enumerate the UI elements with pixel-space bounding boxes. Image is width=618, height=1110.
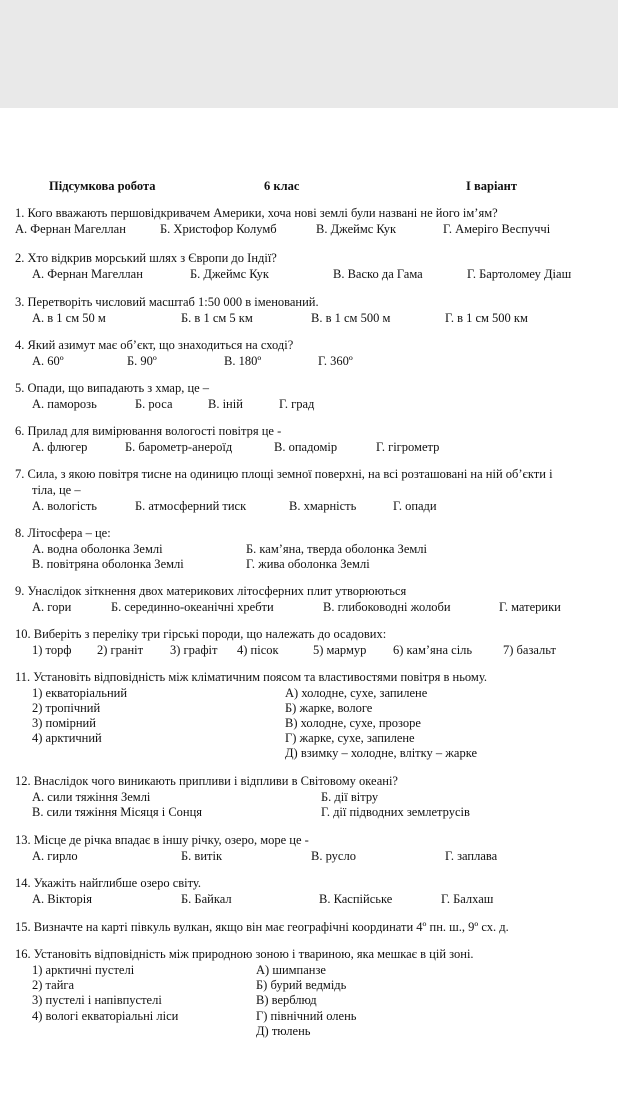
q3-option-c: В. в 1 см 500 м (311, 311, 391, 325)
question-2: 2. Хто відкрив морський шлях з Європи до Індії? (15, 251, 277, 265)
q14-option-d: Г. Балхаш (441, 892, 494, 906)
question-8: 8. Літосфера – це: (15, 526, 111, 540)
q5-option-c: В. іній (208, 397, 243, 411)
q1-option-c: В. Джеймс Кук (316, 222, 397, 236)
q4-option-d: Г. 360º (318, 354, 353, 368)
q16-right-e: Д) тюлень (256, 1024, 311, 1038)
q8-option-a: А. водна оболонка Землі (32, 542, 163, 556)
question-7-continued: тіла, це – (32, 483, 81, 497)
q16-left-3: 3) пустелі і напівпустелі (32, 993, 162, 1007)
question-14: 14. Укажіть найглибше озеро світу. (15, 876, 202, 890)
question-15: 15. Визначте на карті півкуль вулкан, якщо він має географічні координати 4º пн. ш., 9º сх. д. (15, 920, 509, 934)
q1-option-d: Г. Амеріго Веспуччі (443, 222, 551, 236)
q9-option-a: А. гори (32, 600, 72, 614)
q13-option-b: Б. витік (181, 849, 223, 863)
q8-option-b: Б. кам’яна, тверда оболонка Землі (246, 542, 427, 556)
q5-option-d: Г. град (279, 397, 315, 411)
q13-option-d: Г. заплава (445, 849, 498, 863)
q10-option-7: 7) базальт (503, 643, 556, 657)
q11-right-c: В) холодне, сухе, прозоре (285, 716, 421, 730)
question-10: 10. Виберіть з переліку три гірські породи, що належать до осадових: (15, 627, 387, 641)
question-11: 11. Установіть відповідність між кліматичним поясом та властивостями повітря в ньому. (15, 670, 487, 684)
question-9: 9. Унаслідок зіткнення двох материкових літосферних плит утворюються (15, 584, 407, 598)
q6-option-c: В. опадомір (274, 440, 338, 454)
q10-option-2: 2) граніт (97, 643, 144, 657)
q11-right-e: Д) взимку – холодне, влітку – жарке (285, 746, 478, 760)
q7-option-a: А. вологість (32, 499, 97, 513)
q7-option-d: Г. опади (393, 499, 437, 513)
q16-right-d: Г) північний олень (256, 1009, 357, 1023)
q13-option-c: В. русло (311, 849, 356, 863)
q16-left-2: 2) тайга (32, 978, 75, 992)
q5-option-b: Б. роса (135, 397, 173, 411)
q3-option-d: Г. в 1 см 500 км (445, 311, 528, 325)
q11-left-2: 2) тропічний (32, 701, 101, 715)
q1-option-b: Б. Христофор Колумб (160, 222, 277, 236)
q11-left-1: 1) екваторіальний (32, 686, 128, 700)
doc-title: Підсумкова робота (49, 179, 156, 193)
q4-option-b: Б. 90º (127, 354, 157, 368)
q16-right-a: А) шимпанзе (256, 963, 326, 977)
q12-option-d: Г. дії підводних землетрусів (321, 805, 470, 819)
q9-option-d: Г. материки (499, 600, 561, 614)
q11-left-4: 4) арктичний (32, 731, 102, 745)
q16-left-4: 4) вологі екваторіальні ліси (32, 1009, 179, 1023)
q10-option-3: 3) графіт (170, 643, 218, 657)
q14-option-c: В. Каспійське (319, 892, 393, 906)
q7-option-c: В. хмарність (289, 499, 357, 513)
q9-option-c: В. глибоководні жолоби (323, 600, 451, 614)
question-7: 7. Сила, з якою повітря тисне на одиницю площі земної поверхні, на всі розташовані на ній об’єкти і (15, 467, 553, 481)
question-12: 12. Внаслідок чого виникають припливи і відпливи в Світовому океані? (15, 774, 398, 788)
q3-option-b: Б. в 1 см 5 км (181, 311, 253, 325)
q9-option-b: Б. серединно-океанічні хребти (111, 600, 274, 614)
q2-option-d: Г. Бартоломеу Діаш (467, 267, 572, 281)
q2-option-a: А. Фернан Магеллан (32, 267, 143, 281)
q8-option-d: Г. жива оболонка Землі (246, 557, 370, 571)
q16-right-b: Б) бурий ведмідь (256, 978, 347, 992)
q16-right-c: В) верблюд (256, 993, 317, 1007)
q6-option-b: Б. барометр-анероїд (125, 440, 233, 454)
q16-left-1: 1) арктичні пустелі (32, 963, 135, 977)
q8-option-c: В. повітряна оболонка Землі (32, 557, 184, 571)
q12-option-a: А. сили тяжіння Землі (32, 790, 151, 804)
question-5: 5. Опади, що випадають з хмар, це – (15, 381, 210, 395)
q2-option-c: В. Васко да Гама (333, 267, 423, 281)
question-16: 16. Установіть відповідність між природною зоною і твариною, яка мешкає в цій зоні. (15, 947, 474, 961)
q12-option-c: В. сили тяжіння Місяця і Сонця (32, 805, 203, 819)
question-1: 1. Кого вважають першовідкривачем Америки, хоча нові землі були названі не його ім’ям? (15, 206, 498, 220)
question-3: 3. Перетворіть числовий масштаб 1:50 000 в іменований. (15, 295, 319, 309)
q11-right-d: Г) жарке, сухе, запилене (285, 731, 415, 745)
q3-option-a: А. в 1 см 50 м (32, 311, 106, 325)
q5-option-a: А. паморозь (32, 397, 97, 411)
q4-option-a: А. 60º (32, 354, 64, 368)
q11-right-a: А) холодне, сухе, запилене (285, 686, 428, 700)
q6-option-a: А. флюгер (32, 440, 88, 454)
question-4: 4. Який азимут має об’єкт, що знаходиться на сході? (15, 338, 294, 352)
q11-left-3: 3) помірний (32, 716, 96, 730)
grade-label: 6 клас (264, 179, 300, 193)
q6-option-d: Г. гігрометр (376, 440, 440, 454)
q4-option-c: В. 180º (224, 354, 262, 368)
question-13: 13. Місце де річка впадає в іншу річку, озеро, море це - (15, 833, 309, 847)
q10-option-4: 4) пісок (237, 643, 279, 657)
q2-option-b: Б. Джеймс Кук (190, 267, 269, 281)
q10-option-5: 5) мармур (313, 643, 367, 657)
q10-option-1: 1) торф (32, 643, 72, 657)
top-gray-band (0, 0, 618, 108)
q7-option-b: Б. атмосферний тиск (135, 499, 247, 513)
question-6: 6. Прилад для вимірювання вологості повітря це - (15, 424, 282, 438)
q14-option-b: Б. Байкал (181, 892, 232, 906)
variant-label: І варіант (466, 179, 518, 193)
q1-option-a: А. Фернан Магеллан (15, 222, 126, 236)
q12-option-b: Б. дії вітру (321, 790, 379, 804)
q13-option-a: А. гирло (32, 849, 78, 863)
q14-option-a: А. Вікторія (32, 892, 93, 906)
q11-right-b: Б) жарке, вологе (285, 701, 373, 715)
q10-option-6: 6) кам’яна сіль (393, 643, 473, 657)
